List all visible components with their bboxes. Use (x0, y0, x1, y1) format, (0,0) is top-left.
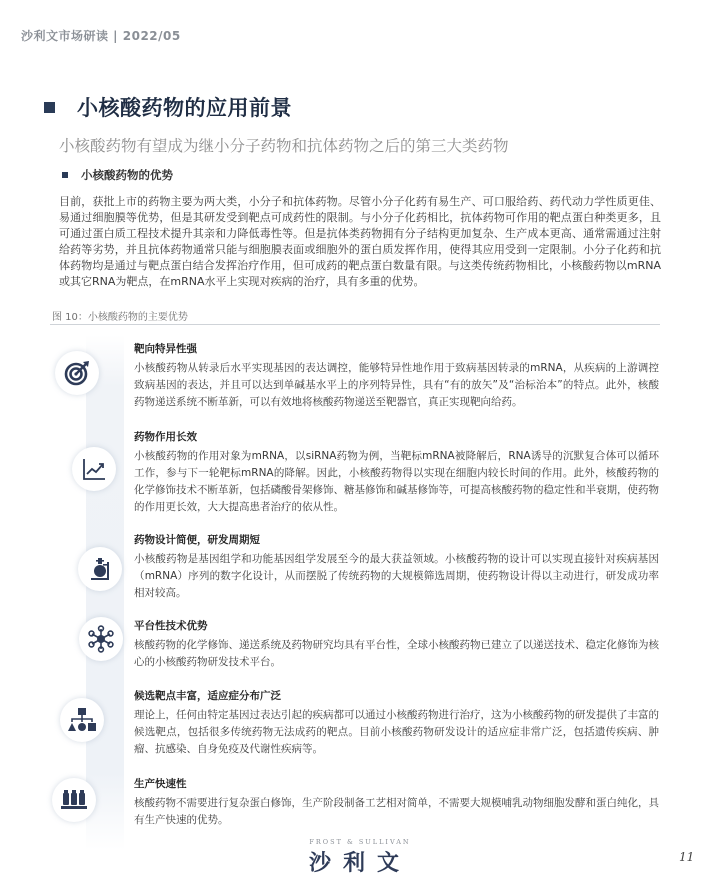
logo-chinese-text: 沙利文 (308, 850, 411, 876)
advantage-title: 平台性技术优势 (134, 620, 208, 632)
production-bottles-icon (52, 778, 96, 822)
advantage-body: 理论上，任何由特定基因过表达引起的疾病都可以通过小核酸药物进行治疗，这为小核酸药物的研发提供了丰富的候选靶点，包括很多传统药物无法成药的靶点。目前小核酸药物研发设计的适应症非常广泛，包括遗传疾病、肿瘤、抗感染、自身免疫及代谢性疾病等。 (134, 709, 659, 755)
advantage-title: 药物设计简便，研发周期短 (134, 534, 260, 546)
advantage-title: 生产快速性 (134, 778, 187, 790)
section-heading (62, 167, 173, 183)
advantage-body: 核酸药物的化学修饰、递送系统及药物研究均具有平台性，全球小核酸药物已建立了以递送技术、稳定化修饰为核心的小核酸药物研发技术平台。 (134, 639, 659, 668)
advantage-item-long-acting (134, 429, 659, 516)
lab-flask-icon (78, 547, 122, 591)
figure-divider (50, 324, 660, 325)
advantage-body: 小核酸药物是基因组学和功能基因组学发展至今的最大获益领域。小核酸药物的设计可以实现直接针对疾病基因（mRNA）序列的数字化设计，从而摆脱了传统药物的大规模筛选周期，使药物设计得以主动进行，研发成功率相对较高。 (134, 553, 659, 599)
advantage-body: 小核酸药物从转录后水平实现基因的表达调控，能够特异性地作用于致病基因转录的mRNA，从疾病的上游调控致病基因的表达，并且可以达到单碱基水平上的序列特异性，具有“有的放矢”及“治标治本”的特点。此外，核酸药物递送系统不断革新，可以有效地将核酸药物递送至靶器官，真正实现靶向给药。 (134, 362, 659, 408)
brand-logo (300, 838, 420, 877)
advantage-item-targets (134, 688, 659, 758)
section-bullet-square (62, 172, 68, 178)
advantage-item-platform (134, 618, 659, 671)
network-icon (79, 617, 123, 661)
report-header: 沙利文市场研读 | 2022/05 (21, 29, 181, 43)
page-number: 11 (679, 850, 695, 864)
advantage-title: 靶向特异性强 (134, 343, 197, 355)
section-title-text: 小核酸药物的优势 (81, 168, 173, 182)
advantage-item-design (134, 532, 659, 602)
page-title-block (44, 92, 292, 122)
figure-caption: 图 10：小核酸药物的主要优势 (52, 312, 188, 323)
advantage-title: 药物作用长效 (134, 431, 197, 443)
title-bullet-square (44, 102, 55, 113)
body-paragraph: 目前，获批上市的药物主要为两大类，小分子和抗体药物。尽管小分子化药有易生产、可口服给药、药代动力学性质更佳、易通过细胞膜等优势，但是其研发受到靶点可成药性的限制。与小分子化药相比，抗体药物可作用的靶点蛋白种类更多，且可通过蛋白质工程技术提升其亲和力降低毒性等。但是抗体类药物拥有分子结构更加复杂、生产成本更高、通常需通过注射给药等劣势，并且抗体药物通常只能与细胞膜表面或细胞外的蛋白质发挥作用，使得其应用受到一定限制。小分子化药和抗体药物均是通过与靶点蛋白结合发挥治疗作用，但可成药的靶点蛋白数量有限。与这类传统药物相比，小核酸药物以mRNA或其它RNA为靶点，在mRNA水平上实现对疾病的治疗，具有多重的优势。 (59, 195, 661, 288)
trend-chart-icon (72, 447, 116, 491)
target-icon (55, 351, 99, 395)
page-title: 小核酸药物的应用前景 (77, 96, 292, 120)
advantage-body: 核酸药物不需要进行复杂蛋白修饰，生产阶段制备工艺相对简单，不需要大规模哺乳动物细胞发酵和蛋白纯化，具有生产快速的优势。 (134, 797, 659, 826)
advantage-item-production (134, 776, 659, 829)
advantage-body: 小核酸药物的作用对象为mRNA，以siRNA药物为例，当靶标mRNA被降解后，RNA诱导的沉默复合体可以循环工作，参与下一轮靶标mRNA的降解。因此，小核酸药物得以实现在细胞内较长时间的作用。此外，核酸药物的化学修饰技术不断革新，包括磷酸骨架修饰、糖基修饰和碱基修饰等，可提高核酸药物的稳定性和半衰期，使药物的作用更长效，大大提高患者治疗的依从性。 (134, 450, 659, 513)
page-subtitle: 小核酸药物有望成为继小分子药物和抗体药物之后的第三大类药物 (59, 137, 509, 155)
advantage-item-targeting (134, 341, 659, 411)
hierarchy-shapes-icon (60, 698, 104, 742)
figure-spine-background (86, 335, 124, 850)
advantage-title: 候选靶点丰富，适应症分布广泛 (134, 690, 281, 702)
logo-english-text: FROST & SULLIVAN (309, 838, 411, 846)
